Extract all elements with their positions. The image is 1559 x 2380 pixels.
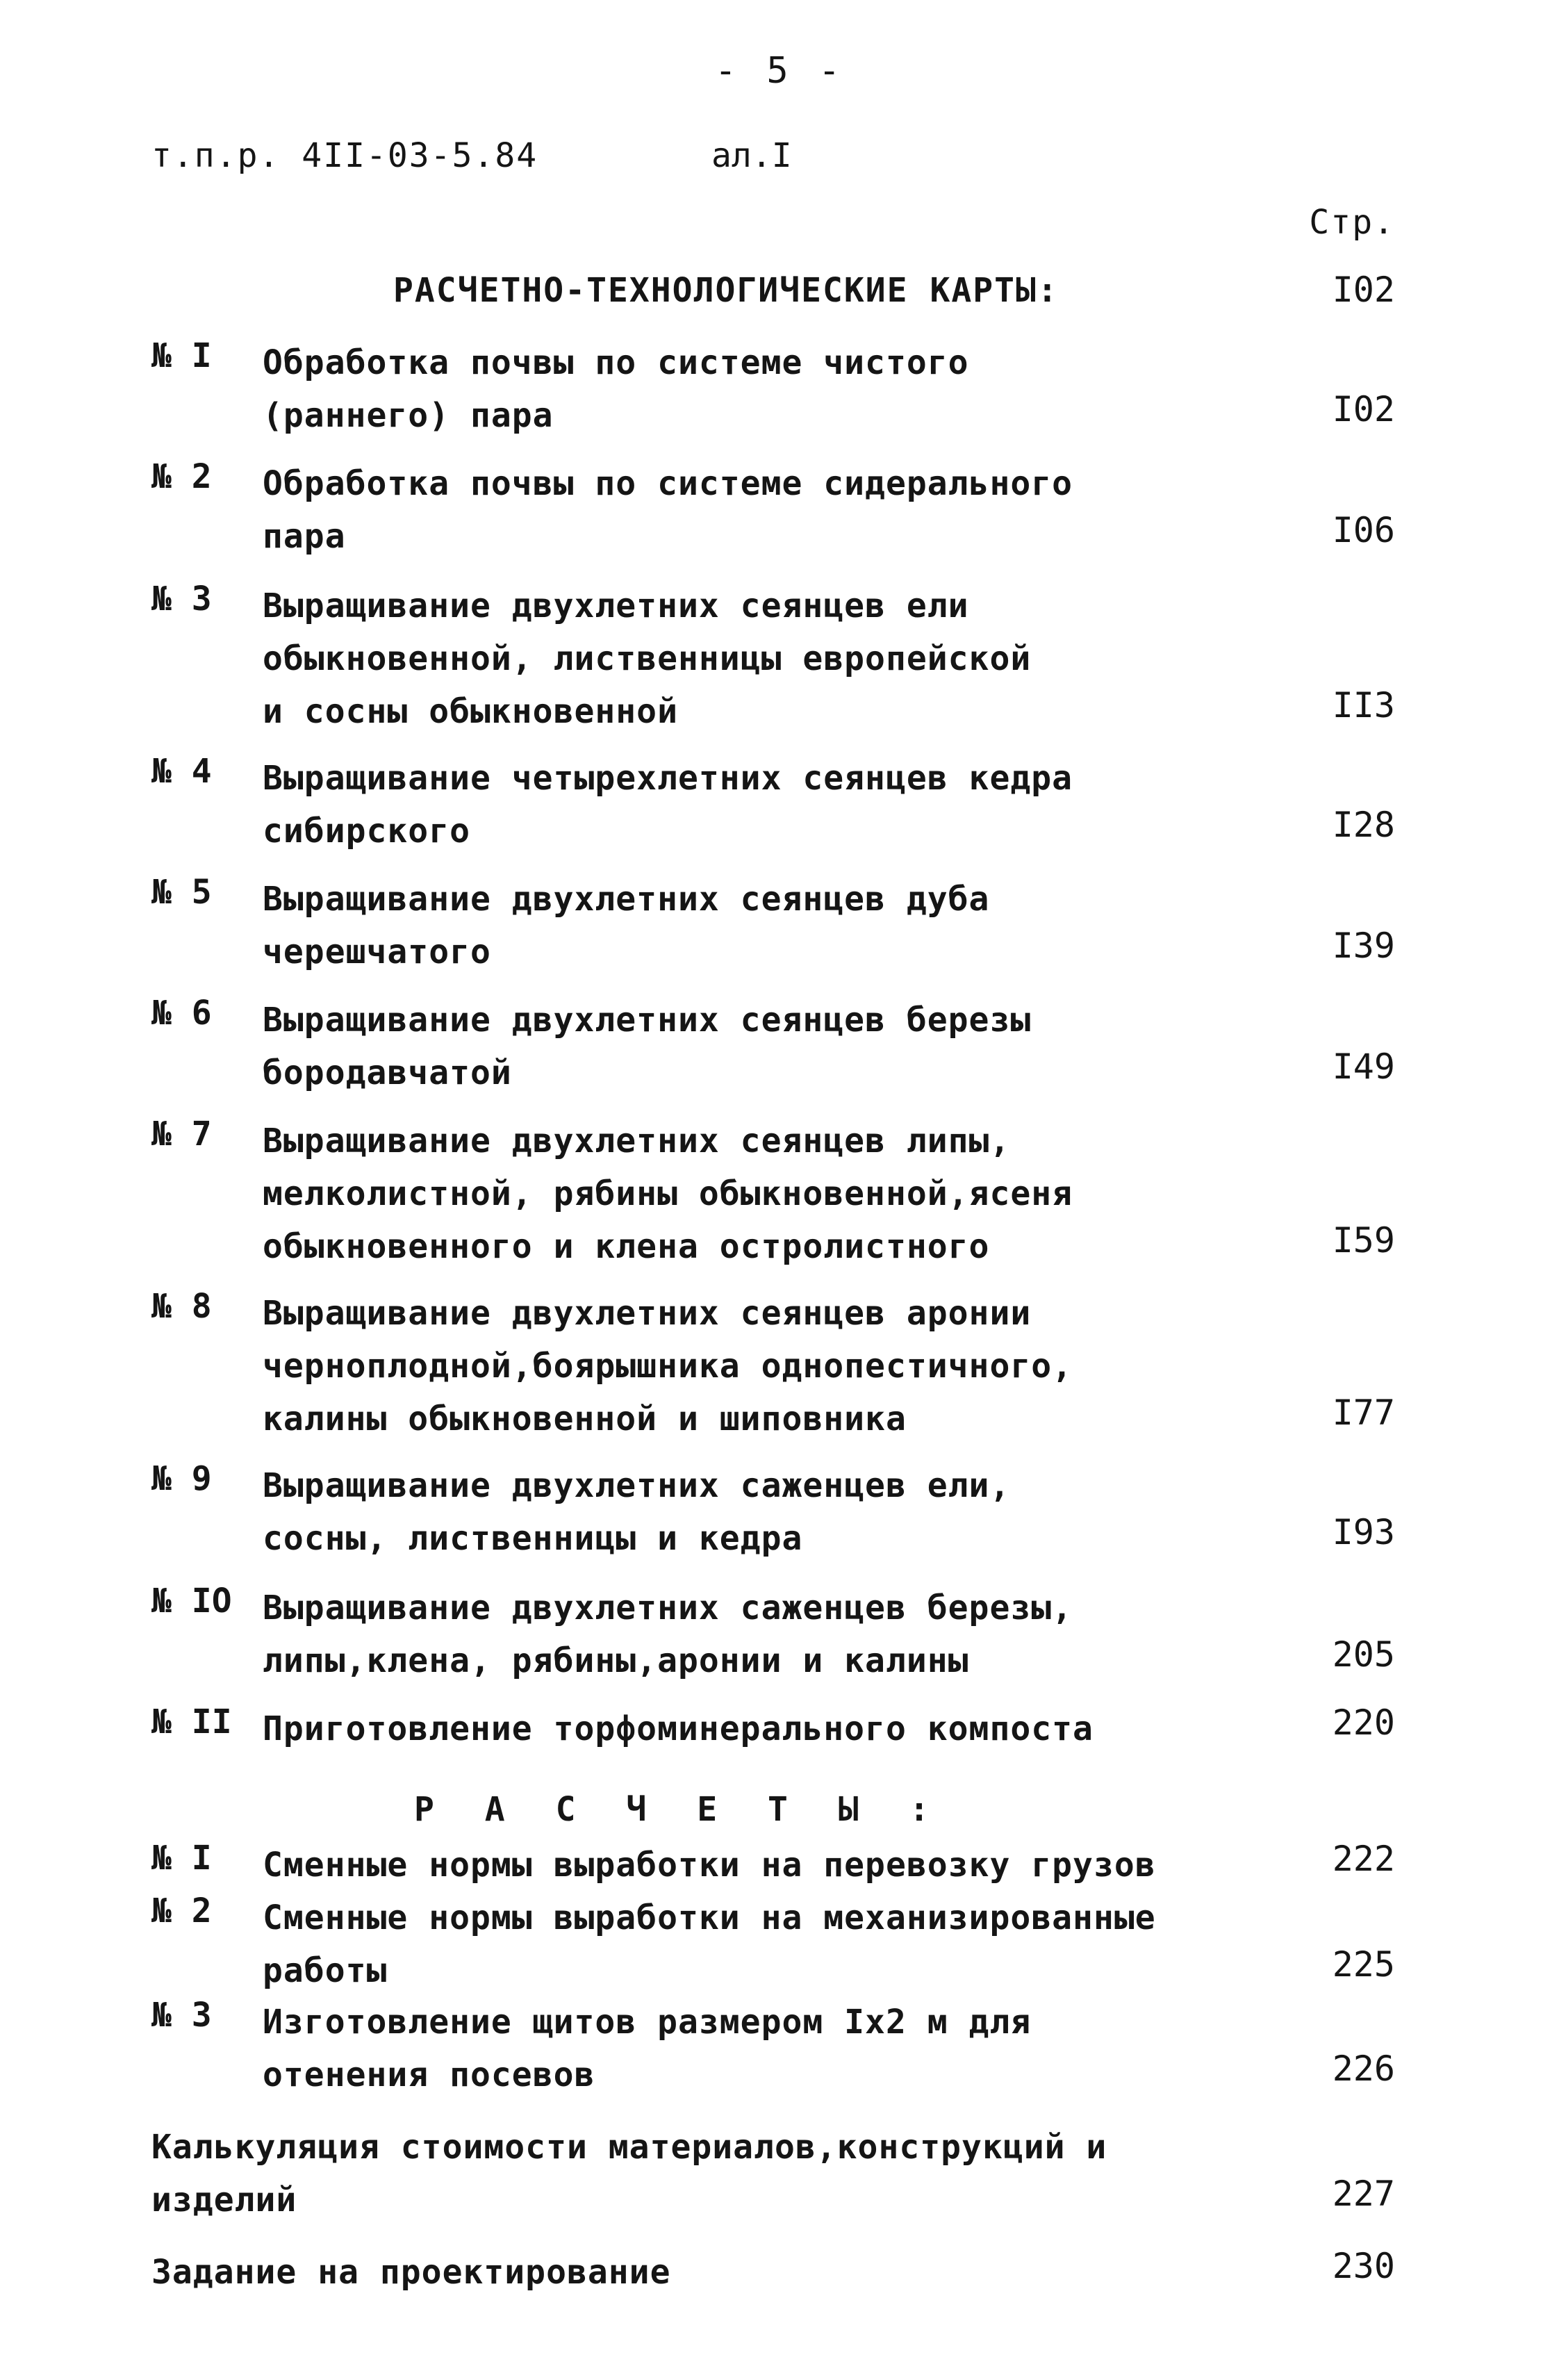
document-code: т.п.р. 4II-03-5.84 [151, 136, 538, 175]
entry-page: II3 [1332, 685, 1395, 725]
entry-page: I93 [1332, 1512, 1395, 1552]
entry-number: № 2 [151, 1891, 212, 1930]
section-page-ref: I02 [1332, 270, 1395, 310]
entry-number: № IO [151, 1582, 232, 1620]
entry-page: 227 [1332, 2174, 1395, 2214]
entry-title: Сменные нормы выработки на механизированные работы [263, 1898, 1156, 1990]
entry-number: № 2 [151, 457, 212, 496]
entry-page: 222 [1332, 1839, 1395, 1879]
entry-page: I02 [1332, 389, 1395, 429]
entry-page: I49 [1332, 1047, 1395, 1087]
entry-number: № I [151, 1839, 212, 1878]
page-number: - 5 - [714, 50, 845, 92]
entry-page: 220 [1332, 1702, 1395, 1743]
section-title-calculations: Р А С Ч Е Т Ы : [414, 1790, 945, 1829]
entry-title: Обработка почвы по системе чистого (раннего) пара [263, 343, 969, 435]
entry-number: № 4 [151, 752, 212, 791]
sheet-label: ал.I [711, 136, 792, 175]
entry-number: № 6 [151, 994, 212, 1033]
entry-page: 225 [1332, 1944, 1395, 1985]
entry-title: Калькуляция стоимости материалов,конструкций и изделий [151, 2128, 1107, 2219]
entry-number: № 8 [151, 1287, 212, 1326]
entry-title: Выращивание двухлетних сеянцев дуба черешчатого [263, 880, 990, 971]
entry-number: № 7 [151, 1115, 212, 1154]
entry-title: Сменные нормы выработки на перевозку грузов [263, 1846, 1156, 1885]
entry-number: № I [151, 336, 212, 375]
entry-page: 226 [1332, 2049, 1395, 2089]
entry-page: I06 [1332, 510, 1395, 550]
entry-title: Изготовление щитов размером Iх2 м для отенения посевов [263, 2003, 1032, 2094]
entry-number: № 3 [151, 1996, 212, 2035]
entry-title: Выращивание двухлетних саженцев ели, сосны, лиственницы и кедра [263, 1466, 1011, 1558]
entry-title: Задание на проектирование [151, 2253, 671, 2292]
entry-title: Выращивание двухлетних сеянцев ели обыкновенной, лиственницы европейской и сосны обыкновенной [263, 586, 1032, 731]
entry-number: № 9 [151, 1459, 212, 1498]
section-title-tech-maps: РАСЧЕТНО-ТЕХНОЛОГИЧЕСКИЕ КАРТЫ: [393, 271, 1059, 310]
entry-page: 230 [1332, 2246, 1395, 2286]
entry-number: № II [151, 1702, 232, 1741]
entry-title: Выращивание четырехлетних сеянцев кедра сибирского [263, 759, 1073, 851]
entry-page: I77 [1332, 1393, 1395, 1433]
entry-page: 205 [1332, 1634, 1395, 1675]
entry-title: Обработка почвы по системе сидерального пара [263, 464, 1073, 556]
entry-page: I39 [1332, 926, 1395, 966]
entry-title: Приготовление торфоминерального компоста [263, 1709, 1094, 1748]
entry-title: Выращивание двухлетних саженцев березы, липы,клена, рябины,аронии и калины [263, 1589, 1073, 1680]
page-column-heading: Стр. [1309, 203, 1395, 242]
entry-number: № 5 [151, 873, 212, 912]
entry-title: Выращивание двухлетних сеянцев липы, мелколистной, рябины обыкновенной,ясеня обыкновенного и клена остролистного [263, 1122, 1073, 1266]
entry-page: I59 [1332, 1220, 1395, 1261]
entry-title: Выращивание двухлетних сеянцев березы бородавчатой [263, 1001, 1032, 1092]
entry-number: № 3 [151, 580, 212, 618]
entry-page: I28 [1332, 805, 1395, 845]
entry-title: Выращивание двухлетних сеянцев аронии черноплодной,боярышника однопестичного, калины обыкновенной и шиповника [263, 1294, 1073, 1438]
